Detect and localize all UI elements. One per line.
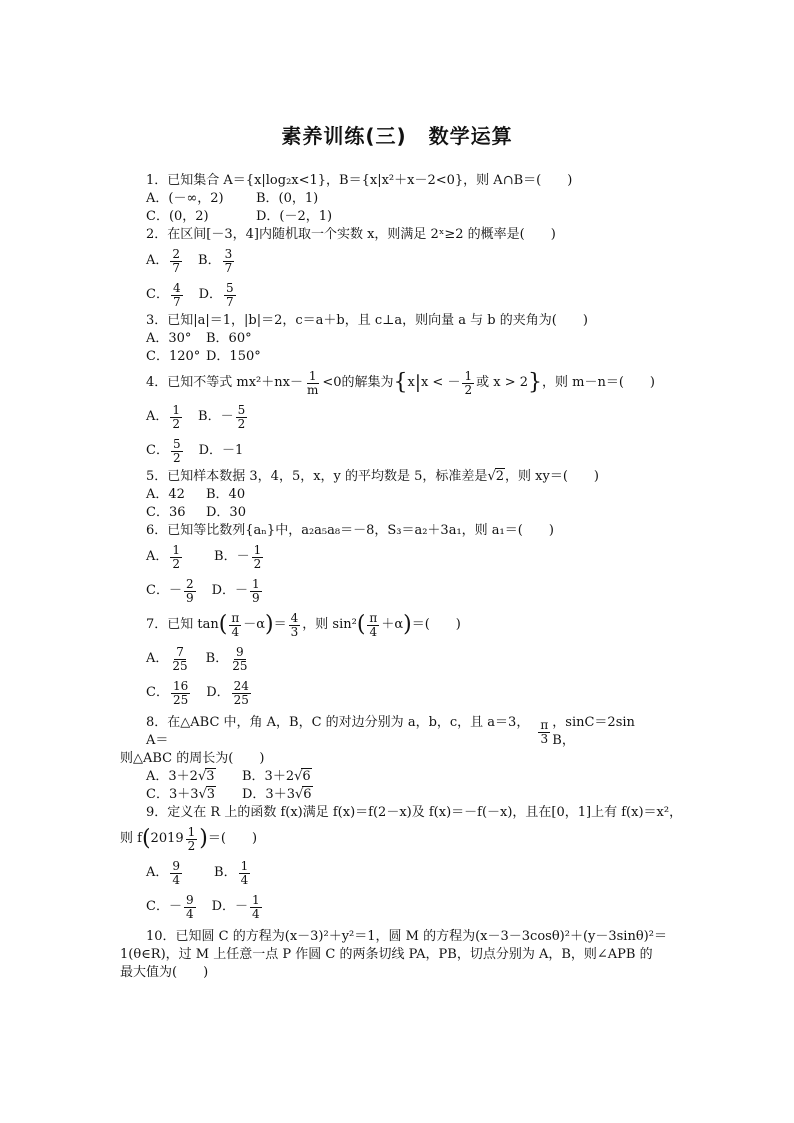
question-4: [146, 366, 666, 468]
question-7: [146, 608, 666, 710]
page-title: [0, 120, 794, 149]
q7-option-c: C． $\frac{16}{25}$: [146, 678, 189, 707]
q1-option-a: A．(－∞，2): [146, 191, 224, 206]
q2-option-d: D． $\frac{5}{7}$: [198, 280, 234, 309]
q4-option-b: B．－ $\frac{5}{2}$: [198, 402, 246, 431]
q5-option-b: B．40: [206, 487, 246, 502]
question-8: [120, 714, 666, 804]
q8-option-b: B．3＋2√6: [242, 769, 311, 784]
q8-option-d: D．3＋3√6: [242, 787, 312, 802]
q5-option-d: D．30: [206, 505, 246, 520]
question-5: [146, 468, 666, 522]
question-3-stem: 3．已知|a|＝1，|b|＝2，c＝a＋b，且 c⊥a，则向量 a 与 b 的夹角为( ): [146, 313, 588, 328]
q1-option-c: C．(0，2): [146, 209, 209, 224]
q2-option-b: B． $\frac{3}{7}$: [198, 246, 233, 275]
q5-option-c: C．36: [146, 505, 186, 520]
question-10-line2: 1(θ∈R)，过 M 上任意一点 P 作圆 C 的两条切线 PA，PB，切点分别为 A，B，则∠APB 的: [120, 947, 653, 962]
question-10-line1: 10．已知圆 C 的方程为(x－3)²＋y²＝1，圆 M 的方程为(x－3－3cosθ)²＋(y－3sinθ)²＝: [146, 929, 667, 944]
question-4-stem: 4．已知不等式 mx²＋nx－ $\frac{1}{m}$ <0的解集为 { x | x < － $\frac{1}{2}$ 或 x > 2 } ，则 m－n＝( ): [146, 368, 655, 397]
q3-option-b: B．60°: [206, 331, 252, 346]
title-part2: 数学运算: [428, 124, 513, 148]
q8-option-c: C．3＋3√3: [146, 787, 216, 802]
q3-option-c: C．120°: [146, 349, 201, 364]
q7-option-a: A． $\frac{7}{25}$: [146, 644, 188, 673]
q9-option-b: B． $\frac{1}{4}$: [214, 858, 249, 887]
question-3: [146, 312, 666, 366]
q3-option-d: D．150°: [206, 349, 261, 364]
q7-option-d: D． $\frac{24}{25}$: [206, 678, 249, 707]
q8-option-a: A．3＋2√3: [146, 769, 215, 784]
question-9-line2: 则 f ( 2019 $\frac{1}{2}$ ) ＝( ): [120, 824, 258, 853]
q1-option-d: D．(－2，1): [256, 209, 333, 224]
q4-option-d: D．－1: [198, 443, 244, 458]
question-6-stem: 6．已知等比数列{aₙ}中，a₂a₅a₈＝－8，S₃＝a₂＋3a₁，则 a₁＝( ): [146, 523, 554, 538]
title-part1: 素养训练(三): [281, 124, 407, 148]
question-6: [146, 522, 666, 608]
question-10-line3: 最大值为( ): [120, 965, 209, 980]
q4-option-a: A． $\frac{1}{2}$: [146, 402, 181, 431]
q2-option-a: A． $\frac{2}{7}$: [146, 246, 181, 275]
q3-option-a: A．30°: [146, 331, 192, 346]
q5-option-a: A．42: [146, 487, 185, 502]
q6-option-b: B．－ $\frac{1}{2}$: [214, 542, 262, 571]
question-7-stem: 7．已知 tan ( $\frac{\pi}{4}$ －α ) ＝ $\frac{4}{3}$ ，则 sin² ( $\frac{\pi}{4}$ ＋α ) ＝( ): [146, 610, 461, 639]
question-list: [120, 172, 683, 982]
q9-option-c: C．－ $\frac{9}{4}$: [146, 892, 194, 921]
q4-option-c: C． $\frac{5}{2}$: [146, 436, 181, 465]
q6-option-a: A． $\frac{1}{2}$: [146, 542, 181, 571]
question-1-stem: 1．已知集合 A＝{x|log₂x<1}，B＝{x|x²＋x－2<0}，则 A∩B＝( ): [146, 173, 573, 188]
question-8-line2: 则△ABC 的周长为( ): [120, 751, 265, 766]
question-8-stem: 8．在△ABC 中，角 A，B，C 的对边分别为 a，b，c，且 a＝3，A＝ $\frac{\pi}{3}$ ，sinC＝2sin B，: [146, 715, 648, 748]
question-5-stem: 5．已知样本数据 3，4，5，x，y 的平均数是 5，标准差是√2，则 xy＝( ): [146, 469, 599, 484]
question-9: [120, 804, 683, 924]
q1-option-b: B．(0，1): [256, 191, 319, 206]
q2-option-c: C． $\frac{4}{7}$: [146, 280, 181, 309]
q9-option-d: D．－ $\frac{1}{4}$: [211, 892, 260, 921]
q6-option-d: D．－ $\frac{1}{9}$: [211, 576, 260, 605]
question-9-line1: 9．定义在 R 上的函数 f(x)满足 f(x)＝f(2－x)及 f(x)＝－f(－x)，且在[0，1]上有 f(x)＝x²，: [146, 805, 683, 820]
question-2-stem: 2．在区间[－3，4]内随机取一个实数 x，则满足 2ˣ≥2 的概率是( ): [146, 227, 556, 242]
q6-option-c: C．－ $\frac{2}{9}$: [146, 576, 194, 605]
q7-option-b: B． $\frac{9}{25}$: [205, 644, 248, 673]
question-1: [146, 172, 666, 226]
question-2: [146, 226, 666, 312]
question-10: [120, 928, 666, 982]
q9-option-a: A． $\frac{9}{4}$: [146, 858, 181, 887]
